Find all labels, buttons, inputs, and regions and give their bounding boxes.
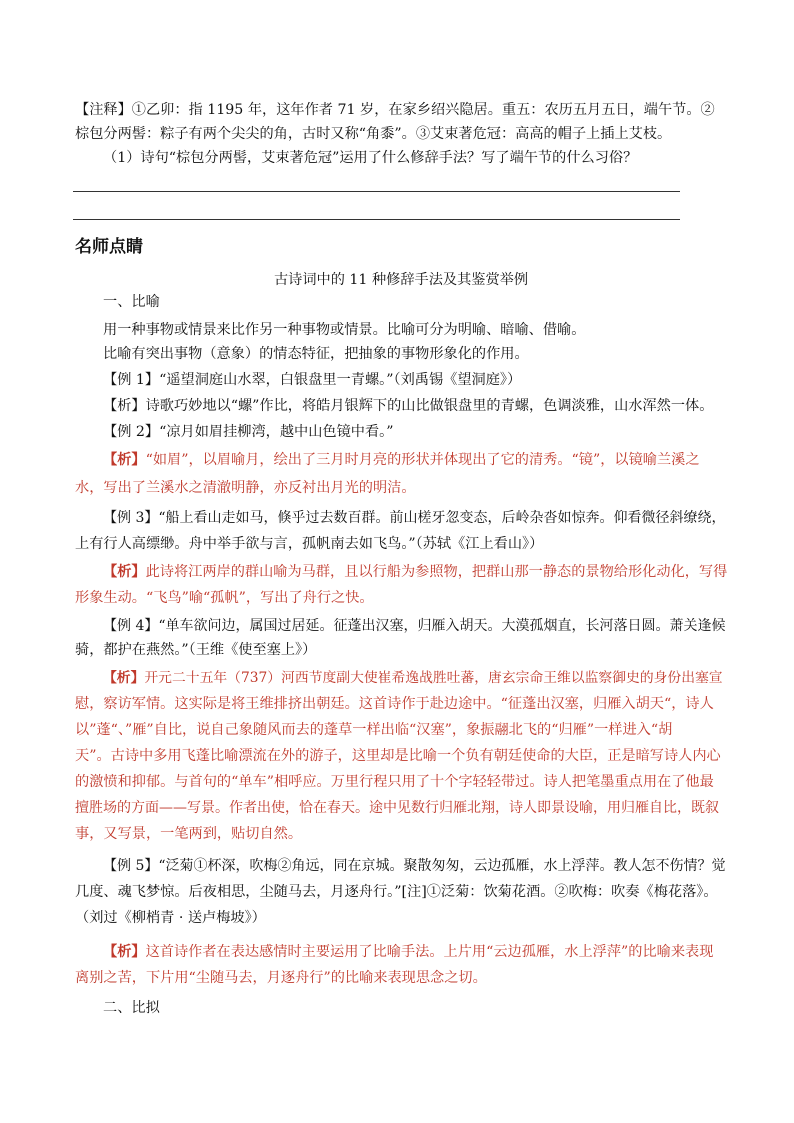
section-title: 名师点睛 (75, 237, 143, 257)
example-5-line-3: （刘过《柳梢青 · 送卢梅坡》） (75, 910, 266, 926)
analysis-4-line-7: 事，又写景，一笔两到，贴切自然。 (75, 826, 303, 842)
paragraph-function: 比喻有突出事物（意象）的情态特征，把抽象的事物形象化的作用。 (103, 346, 529, 362)
example-5-line-1: 【例 5】“泛菊①杯深，吹梅②角远，同在京城。聚散匆匆，云边孤雁，水上浮萍。教人怎不伤情？觉 (103, 858, 726, 874)
analysis-3-line-1: 【析】此诗将江两岸的群山喻为马群，且以行船为参照物，把群山那一静态的景物给形化动化，写得 (103, 564, 728, 580)
article-title: 古诗词中的 11 种修辞手法及其鉴赏举例 (273, 272, 529, 288)
analysis-tag: 【析】 (103, 452, 146, 468)
analysis-4-line-6: 擅胜场的方面——写景。作者出使，恰在春天。途中见数行归雁北翔，诗人即景设喻，用归雁自比，既叙 (75, 800, 719, 816)
example-2: 【例 2】“凉月如眉挂柳湾，越中山色镜中看。” (103, 424, 394, 440)
analysis-5-line-2: 离别之苦，下片用“尘随马去，月逐舟行”的比喻来表现思念之切。 (75, 970, 487, 986)
analysis-4-line-1: 【析】开元二十五年（737）河西节度副大使崔希逸战胜吐蕃，唐玄宗命王维以监察御史的身份出塞宣 (103, 670, 723, 686)
note-line-1: 【注释】①乙卯：指 1195 年，这年作者 71 岁，在家乡绍兴隐居。重五：农历五月五日，端午节。② (75, 102, 715, 118)
note-line-2: 棕包分两髻：粽子有两个尖尖的角，古时又称“角黍”。③艾束著危冠：高高的帽子上插上艾枝。 (75, 126, 672, 142)
answer-line-2 (73, 219, 680, 220)
example-3-line-2: 上有行人高缥缈。舟中举手欲与言，孤帆南去如飞鸟。”（苏轼《江上看山》） (75, 536, 544, 552)
example-4-line-1: 【例 4】“单车欲问边，属国过居延。征蓬出汉塞，归雁入胡天。大漠孤烟直，长河落日圆。萧关逢候 (103, 618, 726, 634)
analysis-2-line-2: 水，写出了兰溪水之清澈明静，亦反衬出月光的明洁。 (75, 480, 416, 496)
heading-personification: 二、比拟 (103, 1000, 160, 1016)
analysis-4-line-2: 慰，察访军情。这实际是将王维排挤出朝廷。这首诗作于赴边途中。“征蓬出汉塞，归雁入胡天“，诗人 (75, 696, 714, 712)
analysis-4-line-4: 天”。古诗中多用飞蓬比喻漂流在外的游子，这里却是比喻一个负有朝廷使命的大臣，正是暗写诗人内心 (75, 748, 721, 764)
answer-line-1 (73, 191, 680, 192)
example-4-line-2: 骑，都护在燕然。”（王维《使至塞上》） (75, 642, 317, 658)
analysis-3-line-2: 形象生动。“飞鸟”喻“孤帆”，写出了舟行之快。 (75, 590, 374, 606)
example-3-line-1: 【例 3】“船上看山走如马，倏乎过去数百群。前山槎牙忽变态，后岭杂沓如惊奔。仰看微径斜缭绕， (103, 510, 726, 526)
analysis-tag: 【析】 (103, 670, 145, 686)
example-1: 【例 1】“遥望洞庭山水翠，白银盘里一青螺。”（刘禹锡《望洞庭》） (103, 372, 522, 388)
paragraph-definition: 用一种事物或情景来比作另一种事物或情景。比喻可分为明喻、暗喻、借喻。 (103, 322, 586, 338)
heading-metaphor: 一、比喻 (103, 294, 160, 310)
analysis-tag: 【析】 (103, 564, 146, 580)
analysis-2-line-1: 【析】“如眉”，以眉喻月，绘出了三月时月亮的形状并体现出了它的清秀。“镜”，以镜喻兰溪之 (103, 452, 700, 468)
analysis-4-line-3: 以”蓬“、”雁”自比，说自己象随风而去的蓬草一样出临“汉塞”，象振翮北飞的“归雁”一样进入“胡 (75, 722, 673, 738)
analysis-4-line-5: 的激愤和抑郁。与首句的“单车”相呼应。万里行程只用了十个字轻轻带过。诗人把笔墨重点用在了他最 (75, 774, 714, 790)
analysis-5-line-1: 【析】这首诗作者在表达感情时主要运用了比喻手法。上片用“云边孤雁，水上浮萍”的比喻来表现 (103, 944, 714, 960)
example-5-line-2: 几度、魂飞梦惊。后夜相思，尘随马去，月逐舟行。”[注]①泛菊：饮菊花酒。②吹梅：吹奏《梅花落》。 (75, 884, 718, 900)
question-1: （1）诗句“棕包分两髻，艾束著危冠”运用了什么修辞手法？写了端午节的什么习俗？ (103, 150, 638, 166)
analysis-tag: 【析】 (103, 944, 146, 960)
analysis-1: 【析】诗歌巧妙地以“螺”作比，将皓月银辉下的山比做银盘里的青螺，色调淡雅，山水浑然一体。 (103, 398, 714, 414)
